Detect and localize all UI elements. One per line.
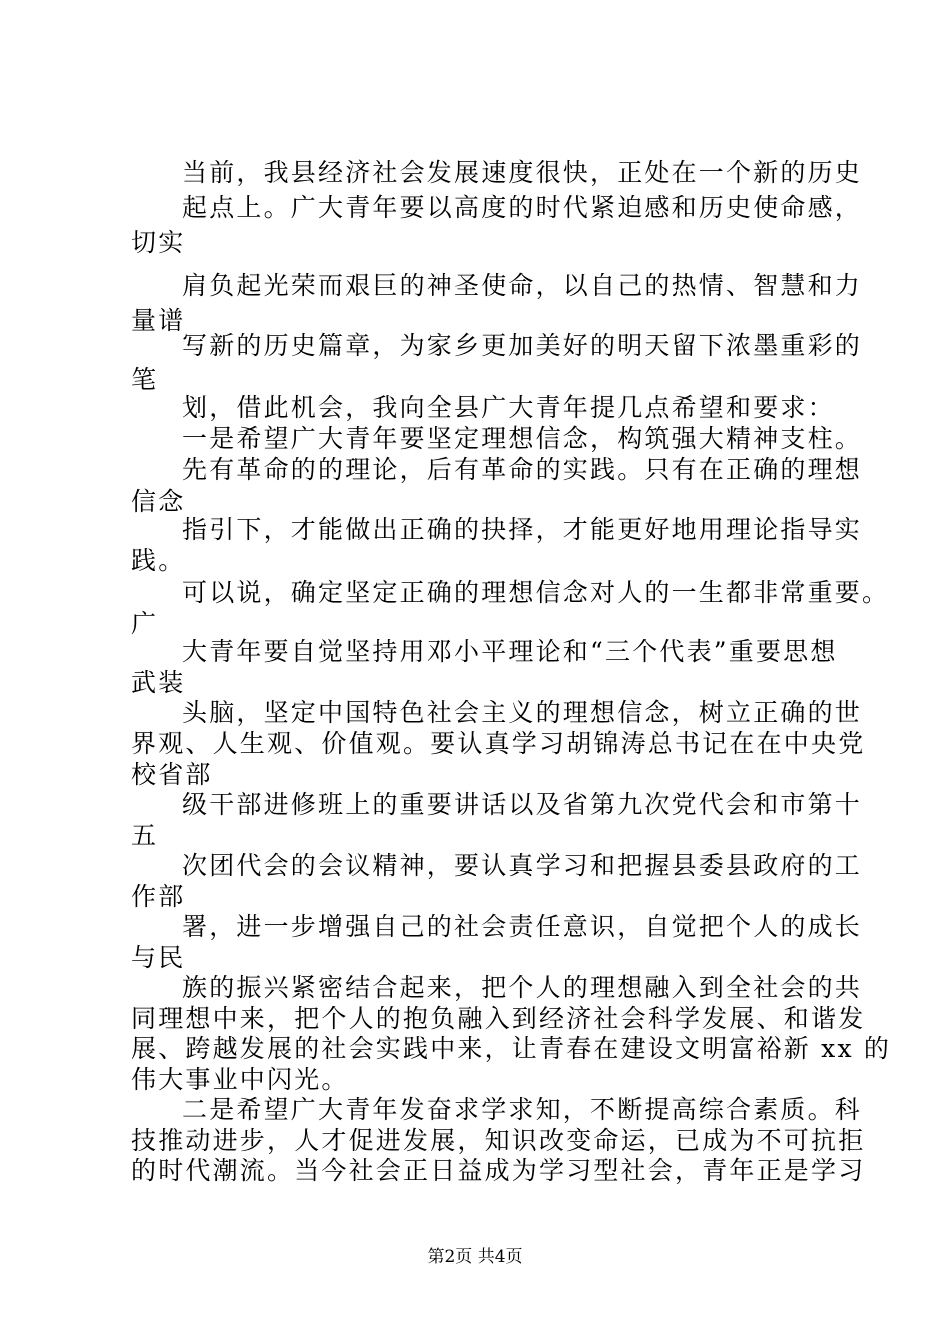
text-line: 大青年要自觉坚持用邓小平理论和“三个代表”重要思想 <box>182 637 838 666</box>
text-line: 践。 <box>131 546 186 575</box>
text-line: 的时代潮流。当今社会正日益成为学习型社会，青年正是学习 <box>131 1156 866 1185</box>
text-line: 量谱 <box>131 306 186 335</box>
text-line: 头脑，坚定中国特色社会主义的理想信念，树立正确的世 <box>182 698 863 727</box>
text-line: 切实 <box>131 228 186 257</box>
text-line: 先有革命的的理论，后有革命的实践。只有在正确的理想 <box>182 455 863 484</box>
text-line: 作部 <box>131 882 186 911</box>
text-line: 当前，我县经济社会发展速度很快，正处在一个新的历史 <box>182 158 863 187</box>
text-line: 界观、人生观、价值观。要认真学习胡锦涛总书记在在中央党 <box>131 729 866 758</box>
text-line: 次团代会的会议精神，要认真学习和把握县委县政府的工 <box>182 851 863 880</box>
text-line: 五 <box>131 821 159 850</box>
page-footer <box>0 1245 950 1269</box>
text-line: 广 <box>131 609 159 638</box>
text-line: 信念 <box>131 487 186 516</box>
text-line: 起点上。广大青年要以高度的时代紧迫感和历史使命感， <box>182 193 863 222</box>
text-line: 同理想中来，把个人的抱负融入到经济社会科学发展、和谐发 <box>131 1004 866 1033</box>
text-line: 写新的历史篇章，为家乡更加美好的明天留下浓墨重彩的 <box>182 331 863 360</box>
text-line: 二是希望广大青年发奋求学求知，不断提高综合素质。科 <box>182 1095 863 1124</box>
text-line: 级干部进修班上的重要讲话以及省第九次党代会和市第十 <box>182 790 863 819</box>
text-line: 署，进一步增强自己的社会责任意识，自觉把个人的成长 <box>182 912 863 941</box>
text-line: 划，借此机会，我向全县广大青年提几点希望和要求： <box>182 393 835 422</box>
text-line: 可以说，确定坚定正确的理想信念对人的一生都非常重要。 <box>182 578 890 607</box>
text-line: 校省部 <box>131 760 213 789</box>
text-line: 技推动进步，人才促进发展，知识改变命运，已成为不可抗拒 <box>131 1126 866 1155</box>
text-line: 武装 <box>131 668 186 697</box>
text-line: 伟大事业中闪光。 <box>131 1065 349 1094</box>
text-line: 一是希望广大青年要坚定理想信念，构筑强大精神支柱。 <box>182 424 863 453</box>
text-line: 与民 <box>131 943 186 972</box>
text-line: 笔 <box>131 365 159 394</box>
text-line: 肩负起光荣而艰巨的神圣使命，以自己的热情、智慧和力 <box>182 271 863 300</box>
text-line: 展、跨越发展的社会实践中来，让青春在建设文明富裕新 xx 的 <box>131 1034 892 1063</box>
text-line: 族的振兴紧密结合起来，把个人的理想融入到全社会的共 <box>182 973 863 1002</box>
text-line: 指引下，才能做出正确的抉择，才能更好地用理论指导实 <box>182 515 863 544</box>
page-number: 第2页 共4页 <box>427 1247 523 1267</box>
